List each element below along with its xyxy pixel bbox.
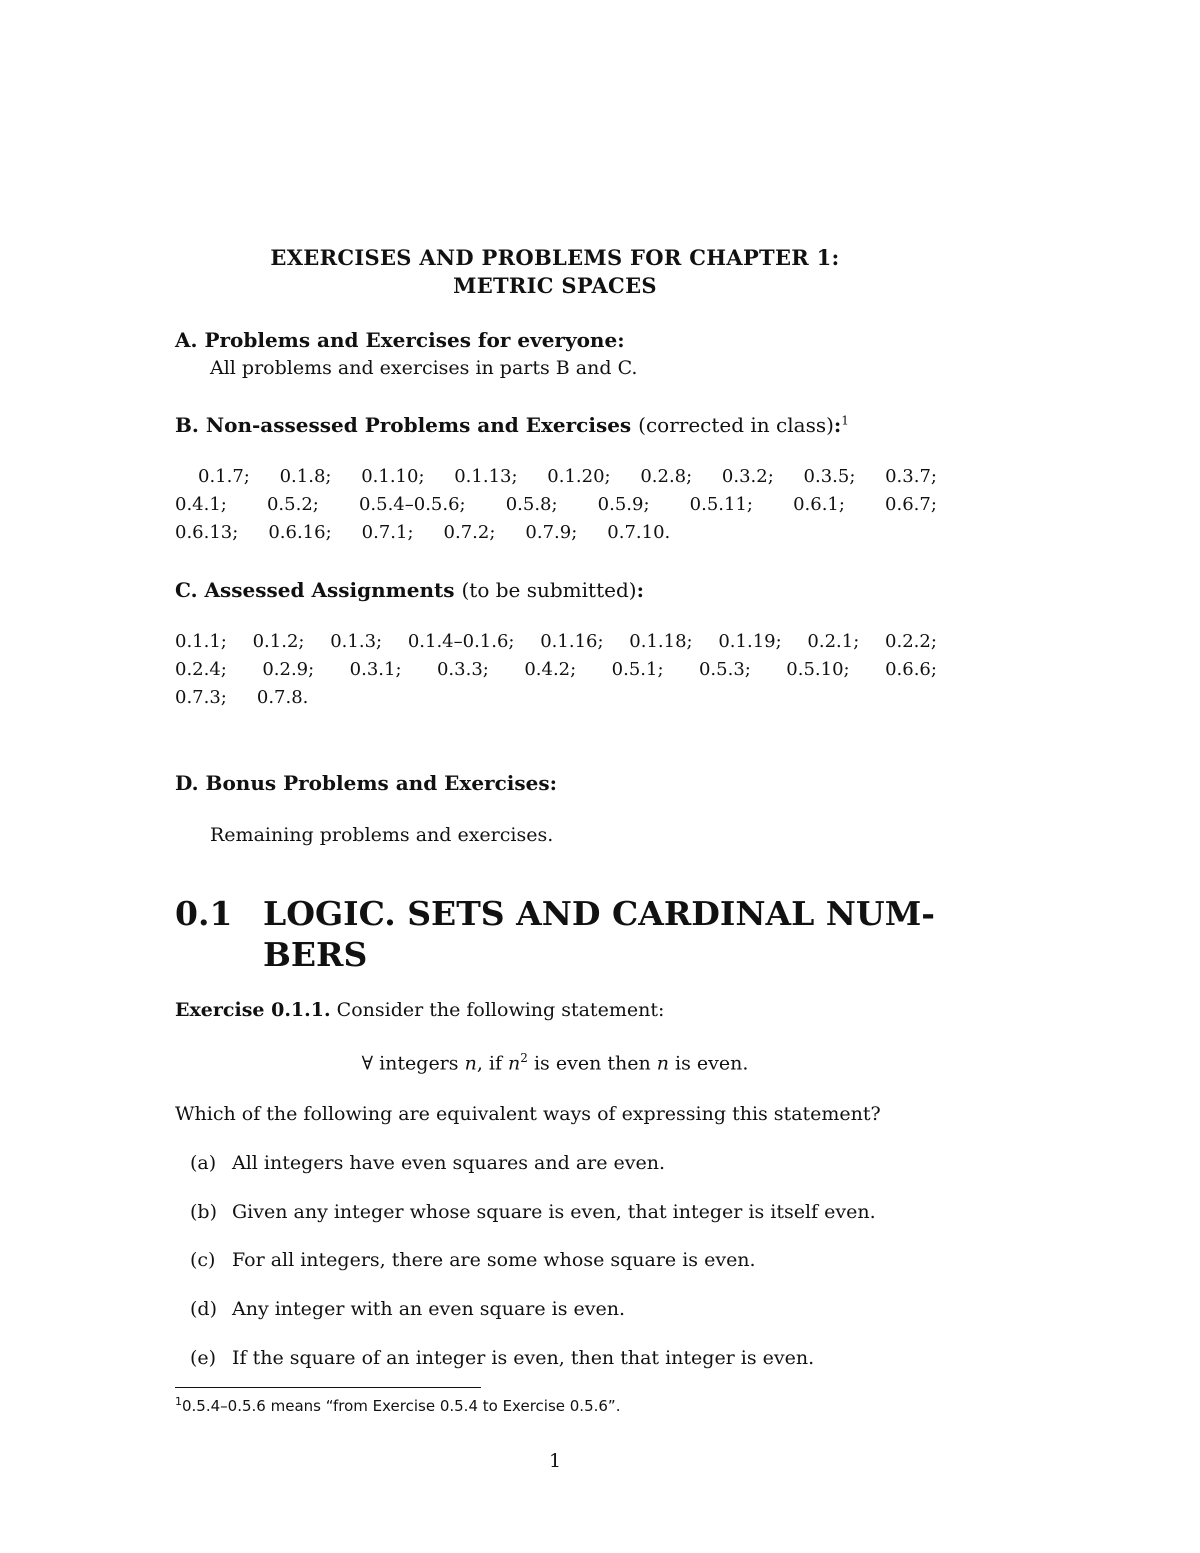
option-label: (e) (190, 1347, 217, 1369)
section-d-heading: D. Bonus Problems and Exercises: (175, 771, 557, 795)
exercise-ref: 0.3.7; (885, 466, 937, 487)
exercise-ref: 0.6.16; (268, 522, 332, 543)
footnote-mark: 1 (175, 1395, 182, 1408)
exercise-ref: 0.5.4–0.5.6; (358, 494, 466, 515)
math-var-n: n (508, 1052, 521, 1075)
section-c-row-3 (175, 687, 937, 708)
statement-mid1: , if (476, 1052, 509, 1075)
option-d (190, 1298, 625, 1320)
option-text: All integers have even squares and are even. (232, 1152, 666, 1174)
exercise-ref: 0.7.8. (256, 687, 309, 708)
exercise-ref: 0.6.6; (885, 659, 937, 680)
section-b-heading-bold: B. Non-assessed Problems and Exercises (175, 413, 632, 437)
exercise-ref: 0.5.11; (689, 494, 753, 515)
chapter-title-line2: BERS (263, 935, 368, 974)
footnote (175, 1395, 620, 1415)
document-title-line1: EXERCISES AND PROBLEMS FOR CHAPTER 1: (270, 245, 840, 270)
footnote-marker: 1 (841, 413, 849, 428)
exercise-ref: 0.6.1; (793, 494, 845, 515)
exercise-ref: 0.4.1; (175, 494, 227, 515)
exercise-ref: 0.7.3; (175, 687, 227, 708)
section-c-heading-paren: (to be submitted) (461, 578, 637, 602)
option-c (190, 1249, 756, 1271)
footnote-rule (175, 1387, 481, 1388)
chapter-title-line1: LOGIC. SETS AND CARDINAL NUM- (263, 894, 935, 933)
exercise-ref: 0.1.2; (252, 631, 305, 652)
section-c-heading-colon: : (636, 578, 644, 602)
exercise-ref: 0.5.2; (266, 494, 319, 515)
chapter-heading (175, 893, 935, 935)
exercise-ref: 0.7.1; (361, 522, 414, 543)
exercise-ref: 0.3.3; (436, 659, 489, 680)
section-a-heading: A. Problems and Exercises for everyone: (175, 328, 625, 352)
section-b-row-2 (175, 494, 937, 515)
statement-end: is even. (669, 1052, 749, 1075)
exercise-ref: 0.6.13; (175, 522, 239, 543)
exercise-ref: 0.1.8; (279, 466, 332, 487)
exercise-label: Exercise 0.1.1. (175, 999, 331, 1021)
section-c-row-2 (175, 659, 937, 680)
section-a-text: All problems and exercises in parts B and C. (210, 357, 638, 379)
option-text: Any integer with an even square is even. (232, 1298, 626, 1320)
option-label: (b) (190, 1201, 217, 1223)
exercise-ref: 0.3.5; (803, 466, 856, 487)
exercise-ref: 0.2.9; (262, 659, 315, 680)
section-d-text: Remaining problems and exercises. (210, 824, 554, 846)
exercise-ref: 0.5.8; (505, 494, 558, 515)
exercise-ref: 0.3.2; (721, 466, 774, 487)
exercise-ref: 0.5.10; (786, 659, 850, 680)
section-c-row-1 (175, 631, 937, 652)
exercise-ref: 0.7.9; (525, 522, 578, 543)
option-text: If the square of an integer is even, then that integer is even. (232, 1347, 815, 1369)
exercise-statement (0, 1051, 1110, 1074)
option-e (190, 1347, 814, 1369)
exercise-ref: 0.6.7; (885, 494, 937, 515)
exercise-question: Which of the following are equivalent ways of expressing this statement? (175, 1103, 881, 1125)
math-var-n: n (656, 1052, 669, 1075)
exercise-intro-text: Consider the following statement: (336, 999, 665, 1021)
exercise-ref: 0.4.2; (524, 659, 577, 680)
section-b-row-3 (175, 522, 937, 543)
exercise-ref: 0.1.18; (629, 631, 693, 652)
option-label: (c) (190, 1249, 216, 1271)
section-b-heading-colon: : (833, 413, 842, 437)
exercise-ref: 0.1.4–0.1.6; (407, 631, 515, 652)
option-text: Given any integer whose square is even, that integer is itself even. (232, 1201, 876, 1223)
chapter-number: 0.1 (175, 894, 233, 933)
exercise-ref: 0.7.10. (607, 522, 671, 543)
exercise-ref: 0.1.10; (361, 466, 425, 487)
section-b-row-1 (198, 466, 937, 487)
option-b (190, 1201, 876, 1223)
exercise-ref: 0.7.2; (443, 522, 496, 543)
option-a (190, 1152, 665, 1174)
exercise-ref: 0.5.9; (597, 494, 650, 515)
page-number: 1 (548, 1450, 562, 1472)
exercise-ref: 0.2.4; (175, 659, 227, 680)
statement-pre: ∀ integers (361, 1052, 465, 1075)
section-c-heading-bold: C. Assessed Assignments (175, 578, 455, 602)
exercise-ref: 0.2.1; (807, 631, 860, 652)
option-label: (d) (190, 1298, 217, 1320)
exercise-ref: 0.1.1; (175, 631, 227, 652)
option-label: (a) (190, 1152, 217, 1174)
exercise-ref: 0.3.1; (349, 659, 402, 680)
exercise-ref: 0.1.16; (540, 631, 604, 652)
math-var-n: n (464, 1052, 477, 1075)
section-b-heading (175, 413, 849, 437)
section-b-heading-paren: (corrected in class) (638, 413, 834, 437)
exercise-ref: 0.1.7; (198, 466, 250, 487)
exercise-ref: 0.2.8; (640, 466, 693, 487)
exercise-intro (175, 999, 664, 1021)
exercise-ref: 0.1.20; (547, 466, 611, 487)
footnote-text: 0.5.4–0.5.6 means “from Exercise 0.5.4 to Exercise 0.5.6”. (182, 1397, 621, 1415)
exercise-ref: 0.1.3; (330, 631, 383, 652)
exercise-ref: 0.5.1; (611, 659, 664, 680)
exercise-ref: 0.2.2; (885, 631, 937, 652)
exercise-ref: 0.5.3; (698, 659, 751, 680)
section-c-heading (175, 578, 644, 602)
document-title-line2: METRIC SPACES (453, 273, 657, 298)
statement-mid2: is even then (527, 1052, 657, 1075)
exercise-ref: 0.1.19; (718, 631, 782, 652)
exercise-ref: 0.1.13; (454, 466, 518, 487)
math-exponent: 2 (520, 1051, 528, 1065)
option-text: For all integers, there are some whose square is even. (232, 1249, 756, 1271)
